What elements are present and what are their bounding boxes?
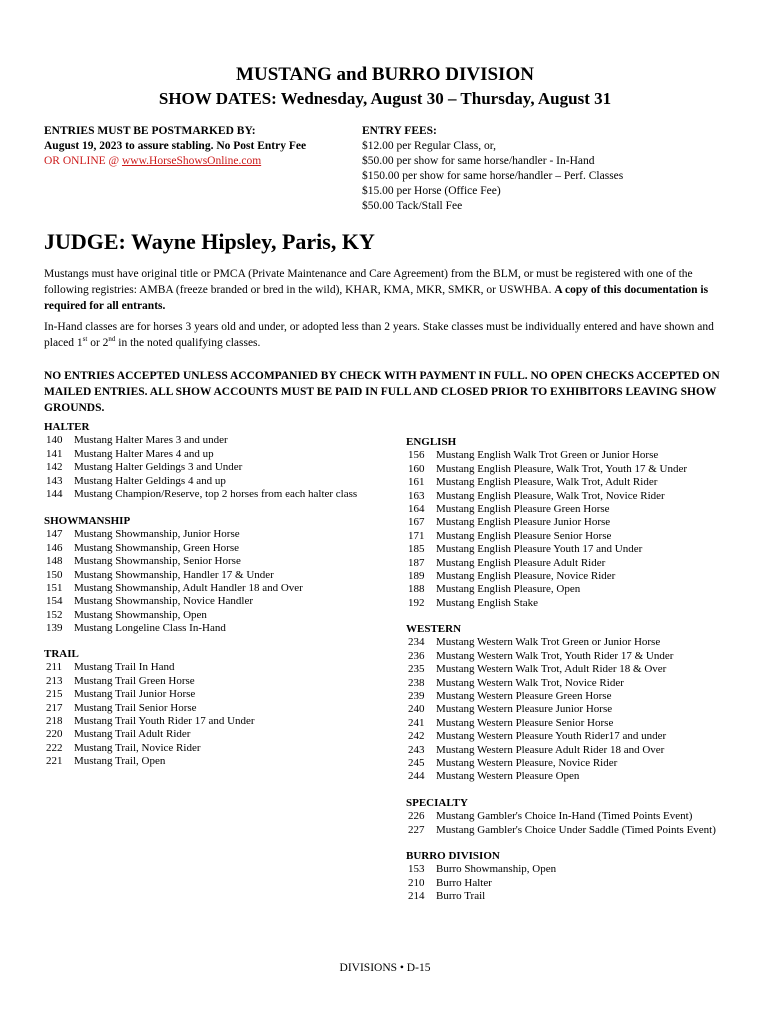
fee-item: $12.00 per Regular Class, or, [362,140,497,152]
class-row [44,555,303,568]
class-row [44,528,303,541]
class-name: Mustang English Pleasure Junior Horse [436,516,611,529]
class-name: Mustang Showmanship, Handler 17 & Under [74,568,274,581]
class-name: Mustang English Pleasure, Open [436,583,581,596]
section-heading: HALTER [44,421,90,433]
class-number: 214 [408,890,425,903]
section-trail [44,648,255,769]
class-row [406,677,673,690]
class-number: 243 [408,743,425,756]
class-name: Mustang Western Walk Trot, Youth Rider 17 & Under [436,649,674,662]
class-name: Mustang Western Pleasure Junior Horse [436,703,613,716]
class-row [406,703,673,716]
section-heading: ENGLISH [406,436,457,448]
class-number: 152 [46,608,63,621]
class-row [406,690,673,703]
class-name: Mustang English Walk Trot Green or Junior Horse [436,449,659,462]
class-row [44,755,255,768]
class-name: Mustang Western Walk Trot, Adult Rider 18 & Over [436,663,667,676]
class-row [406,717,673,730]
class-row [406,824,716,837]
class-number: 150 [46,568,63,581]
class-row [44,688,255,701]
class-name: Mustang Trail Youth Rider 17 and Under [74,715,255,728]
class-number: 234 [408,636,425,649]
class-row [44,488,357,501]
class-number: 192 [408,596,425,609]
section-heading: SHOWMANSHIP [44,515,131,527]
class-number: 245 [408,757,425,770]
class-row [406,810,716,823]
section-heading: SPECIALTY [406,797,468,809]
class-name: Mustang Trail In Hand [74,661,175,674]
class-name: Mustang Western Pleasure Youth Rider17 and under [436,730,667,743]
class-number: 153 [408,863,425,876]
class-row [44,622,303,635]
section-heading: WESTERN [406,623,462,635]
section-heading: BURRO DIVISION [406,850,500,862]
class-row [44,675,255,688]
entries-online [44,154,306,169]
section-burro [406,850,556,904]
section-showmanship [44,515,303,636]
class-name: Mustang Longeline Class In-Hand [74,622,226,635]
class-row [44,542,303,555]
class-name: Mustang Showmanship, Adult Handler 18 and Over [74,582,303,595]
class-number: 161 [408,476,425,489]
class-name: Mustang English Pleasure, Walk Trot, Adult Rider [436,476,658,489]
class-row [406,543,687,556]
fee-item: $50.00 per show for same horse/handler - In-Hand [362,155,595,167]
inhand-paragraph [44,319,734,351]
class-name: Mustang Halter Geldings 4 and up [74,474,226,487]
class-row [406,757,673,770]
class-name: Mustang Gambler's Choice Under Saddle (Timed Points Event) [436,823,716,836]
class-number: 238 [408,676,425,689]
class-row [44,715,255,728]
class-row [406,570,687,583]
ordinal-sup: nd [108,335,116,344]
class-name: Mustang Western Pleasure Green Horse [436,690,612,703]
class-name: Mustang Showmanship, Open [74,608,207,621]
class-name: Mustang Trail, Open [74,755,166,768]
registration-paragraph [44,266,734,314]
class-row [406,877,556,890]
class-number: 221 [46,755,63,768]
class-number: 235 [408,663,425,676]
class-name: Mustang Showmanship, Junior Horse [74,528,240,541]
class-name: Mustang English Pleasure, Walk Trot, Youth 17 & Under [436,462,688,475]
inhand-text: In-Hand classes are for horses 3 years old and under, or adopted less than 2 years. Stake classes must be individually entered and have shown and placed 1 [44,321,714,349]
class-row [44,461,357,474]
class-row [406,530,687,543]
class-row [44,595,303,608]
class-name: Mustang Champion/Reserve, top 2 horses from each halter class [74,488,358,501]
class-row [406,503,687,516]
class-name: Mustang Western Pleasure Senior Horse [436,716,614,729]
class-number: 167 [408,516,425,529]
class-number: 217 [46,701,63,714]
class-name: Mustang Western Walk Trot Green or Junior Horse [436,636,661,649]
class-number: 244 [408,770,425,783]
class-row [406,449,687,462]
class-row [406,490,687,503]
registration-text: Mustangs must have original title or PMCA (Private Maintenance and Care Agreement) from the BLM, or must be registered with one of the following registries: AMBA (freeze branded or bred in the wild), KHAR, KMA, MKR, SMKR, or USWHBA. [44,268,693,296]
class-number: 156 [408,449,425,462]
class-name: Mustang English Pleasure Youth 17 and Under [436,543,643,556]
class-number: 147 [46,528,63,541]
class-name: Mustang Gambler's Choice In-Hand (Timed Points Event) [436,810,693,823]
class-number: 144 [46,488,63,501]
class-row [406,730,673,743]
class-name: Mustang English Pleasure, Novice Rider [436,570,616,583]
class-row [44,661,255,674]
class-row [406,516,687,529]
horseshowsonline-link[interactable]: www.HorseShowsOnline.com [121,155,262,167]
ordinal-sup: st [82,335,88,344]
class-row [44,582,303,595]
class-row [44,728,255,741]
class-name: Mustang Trail Green Horse [74,674,195,687]
class-number: 241 [408,716,425,729]
class-number: 146 [46,541,63,554]
payment-warning: NO ENTRIES ACCEPTED UNLESS ACCOMPANIED BY CHECK WITH PAYMENT IN FULL. NO OPEN CHECKS ACCEPTED ON MAILED ENTRIES. ALL SHOW ACCOUNTS MUST BE PAID IN FULL AND CLOSED PRIOR TO EXHIBITORS LEAVING SHOW GROUNDS. [44,370,720,414]
entries-block [44,124,306,169]
class-number: 160 [408,462,425,475]
documentation-required: A copy of this documentation is required for all entrants. [44,284,709,312]
entries-online-prefix: OR ONLINE @ [44,155,122,167]
class-row [406,557,687,570]
page-footer: DIVISIONS • D-15 [339,962,431,974]
class-name: Mustang Trail Adult Rider [74,728,191,741]
class-number: 211 [46,661,63,674]
class-number: 164 [408,503,425,516]
judge-heading: JUDGE: Wayne Hipsley, Paris, KY [44,229,375,254]
fee-item: $50.00 Tack/Stall Fee [362,200,463,212]
class-number: 215 [46,688,63,701]
class-number: 163 [408,489,425,502]
class-number: 171 [408,529,425,542]
class-name: Mustang Western Pleasure Open [436,770,580,783]
entries-deadline-date: August 19, 2023 to assure stabling. No Post Entry Fee [44,140,307,152]
class-name: Mustang Showmanship, Green Horse [74,541,239,554]
class-number: 239 [408,690,425,703]
section-halter [44,421,357,501]
class-number: 222 [46,741,63,754]
class-number: 227 [408,823,425,836]
class-name: Mustang Trail, Novice Rider [74,741,201,754]
class-name: Burro Showmanship, Open [436,863,557,876]
class-number: 220 [46,728,63,741]
class-number: 185 [408,543,425,556]
class-number: 236 [408,649,425,662]
class-row [406,890,556,903]
entries-deadline-heading: ENTRIES MUST BE POSTMARKED BY: [44,125,256,137]
class-number: 154 [46,595,63,608]
class-row [44,742,255,755]
class-name: Mustang Western Pleasure Adult Rider 18 and Over [436,743,665,756]
class-row [406,463,687,476]
fee-item: $15.00 per Horse (Office Fee) [362,185,501,197]
class-row [44,569,303,582]
inhand-text: or 2 [87,337,109,349]
class-row [406,636,673,649]
division-title: MUSTANG and BURRO DIVISION [236,64,534,85]
section-heading: TRAIL [44,648,79,660]
class-name: Mustang English Stake [436,596,539,609]
class-name: Mustang Halter Mares 4 and up [74,447,214,460]
class-number: 213 [46,674,63,687]
class-name: Mustang English Pleasure Adult Rider [436,556,606,569]
class-name: Burro Halter [436,876,492,889]
class-number: 218 [46,715,63,728]
class-row [406,744,673,757]
class-name: Mustang Western Walk Trot, Novice Rider [436,676,624,689]
class-name: Mustang Trail Junior Horse [74,688,196,701]
class-number: 148 [46,555,63,568]
class-name: Mustang Halter Mares 3 and under [74,434,228,447]
class-row [406,863,556,876]
entry-fees-heading: ENTRY FEES: [362,125,437,137]
section-specialty [406,797,716,837]
class-number: 187 [408,556,425,569]
class-row [44,434,357,447]
class-row [406,663,673,676]
class-row [406,770,673,783]
class-number: 210 [408,876,425,889]
class-number: 143 [46,474,63,487]
class-number: 240 [408,703,425,716]
class-name: Burro Trail [436,890,486,903]
class-name: Mustang English Pleasure Senior Horse [436,529,612,542]
section-western [406,623,673,784]
fee-item: $150.00 per show for same horse/handler – Perf. Classes [362,170,624,182]
entry-fees-block [362,124,623,214]
class-name: Mustang Showmanship, Novice Handler [74,595,254,608]
class-number: 242 [408,730,425,743]
class-row [406,597,687,610]
section-english [406,436,687,610]
class-row [406,650,673,663]
class-name: Mustang Western Pleasure, Novice Rider [436,757,618,770]
inhand-text: in the noted qualifying classes. [115,337,261,349]
class-name: Mustang English Pleasure, Walk Trot, Novice Rider [436,489,665,502]
class-row [44,609,303,622]
class-number: 139 [46,622,63,635]
class-row [44,702,255,715]
class-number: 189 [408,570,425,583]
show-dates: SHOW DATES: Wednesday, August 30 – Thursday, August 31 [158,89,612,108]
class-number: 140 [46,434,63,447]
class-row [44,448,357,461]
class-row [406,476,687,489]
class-number: 141 [46,447,63,460]
class-number: 226 [408,810,425,823]
class-number: 142 [46,461,63,474]
class-number: 151 [46,582,63,595]
class-name: Mustang Trail Senior Horse [74,701,197,714]
class-name: Mustang Halter Geldings 3 and Under [74,461,243,474]
class-number: 188 [408,583,425,596]
class-row [44,475,357,488]
class-name: Mustang Showmanship, Senior Horse [74,555,241,568]
class-row [406,583,687,596]
class-name: Mustang English Pleasure Green Horse [436,503,610,516]
